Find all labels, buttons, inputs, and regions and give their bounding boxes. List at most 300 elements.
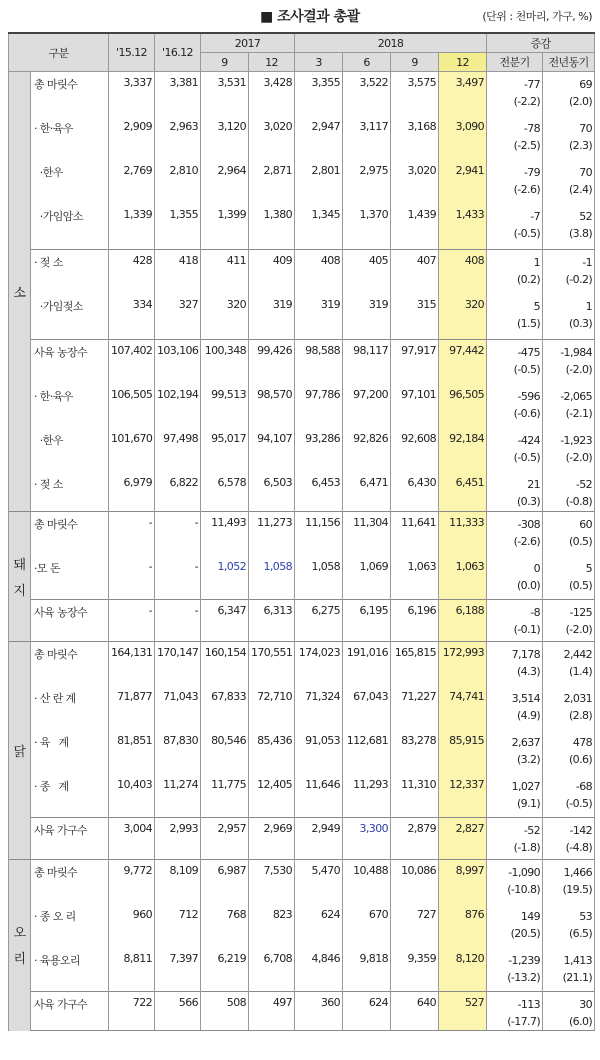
value-cell: 81,851 xyxy=(109,730,155,774)
table-row xyxy=(9,294,595,340)
change-percent: (19.5) xyxy=(562,883,593,896)
title-row xyxy=(0,6,600,28)
value-cell: 960 xyxy=(109,904,155,948)
row-label: 사육 농장수 xyxy=(31,340,109,384)
value-cell: 1,339 xyxy=(109,204,155,250)
value-cell: 566 xyxy=(155,992,201,1031)
value-cell: 83,278 xyxy=(391,730,439,774)
value-cell: 2,879 xyxy=(391,818,439,860)
change-value: -52 xyxy=(575,477,593,491)
value-cell: 670 xyxy=(343,904,391,948)
table-row xyxy=(9,204,595,250)
value-cell: 6,347 xyxy=(201,600,249,642)
value-cell: 11,641 xyxy=(391,512,439,556)
change-prev-year xyxy=(543,250,595,294)
change-percent: (1.4) xyxy=(568,665,593,678)
change-prev-quarter xyxy=(487,116,543,160)
value-cell: 428 xyxy=(109,250,155,294)
value-cell: 80,546 xyxy=(201,730,249,774)
change-value: 149 xyxy=(520,909,541,923)
change-value: -424 xyxy=(517,433,541,447)
value-cell: 319 xyxy=(343,294,391,340)
unit-note: (단위 : 천마리, 가구, %) xyxy=(482,10,592,23)
value-cell: 2,964 xyxy=(201,160,249,204)
change-percent: (4.3) xyxy=(516,665,541,678)
change-value: 3,514 xyxy=(511,691,541,705)
change-percent: (-1.8) xyxy=(513,841,541,854)
table-row xyxy=(9,428,595,472)
change-percent: (-0.8) xyxy=(565,494,593,508)
value-cell: 71,877 xyxy=(109,686,155,730)
change-value: 70 xyxy=(579,121,593,135)
value-cell: 6,979 xyxy=(109,472,155,512)
value-cell: 95,017 xyxy=(201,428,249,472)
value-cell: 6,451 xyxy=(439,472,487,512)
change-percent: (-0.6) xyxy=(513,406,541,420)
value-cell: 94,107 xyxy=(249,428,295,472)
row-label: · 종 계 xyxy=(31,774,109,818)
change-value: -77 xyxy=(523,78,541,91)
header-prev-year: 전년동기 xyxy=(543,53,595,72)
value-cell: 92,608 xyxy=(391,428,439,472)
value-cell: 71,043 xyxy=(155,686,201,730)
change-percent: (1.5) xyxy=(516,316,541,330)
change-prev-quarter xyxy=(487,340,543,384)
value-cell: 1,399 xyxy=(201,204,249,250)
change-percent: (-2.0) xyxy=(565,623,593,636)
value-cell: 172,993 xyxy=(439,642,487,686)
value-cell: 319 xyxy=(249,294,295,340)
value-cell: 640 xyxy=(391,992,439,1031)
change-value: 1,027 xyxy=(511,779,541,793)
row-label: 총 마릿수 xyxy=(31,72,109,116)
change-prev-quarter xyxy=(487,860,543,904)
change-value: -79 xyxy=(523,165,541,179)
value-cell: 6,430 xyxy=(391,472,439,512)
value-cell: 97,442 xyxy=(439,340,487,384)
change-value: 1 xyxy=(533,256,541,269)
value-cell: 101,670 xyxy=(109,428,155,472)
change-prev-quarter xyxy=(487,204,543,250)
change-value: 0 xyxy=(533,561,541,575)
change-value: 70 xyxy=(579,165,593,179)
change-percent: (0.3) xyxy=(516,494,541,508)
change-prev-quarter xyxy=(487,600,543,642)
value-cell: 7,397 xyxy=(155,948,201,992)
value-cell: 2,963 xyxy=(155,116,201,160)
value-cell: 360 xyxy=(295,992,343,1031)
change-value: -1,090 xyxy=(508,866,541,879)
change-prev-year xyxy=(543,384,595,428)
table-row xyxy=(9,730,595,774)
value-cell: 92,184 xyxy=(439,428,487,472)
header-2018-6: 6 xyxy=(343,53,391,72)
table-row xyxy=(9,72,595,116)
value-cell: 11,333 xyxy=(439,512,487,556)
value-cell: 624 xyxy=(343,992,391,1031)
change-percent: (0.6) xyxy=(568,752,593,766)
header-prev-quarter: 전분기 xyxy=(487,53,543,72)
table-row xyxy=(9,642,595,686)
change-prev-quarter xyxy=(487,642,543,686)
value-cell: 727 xyxy=(391,904,439,948)
row-label: ·한우 xyxy=(31,160,109,204)
change-percent: (-2.1) xyxy=(565,406,593,420)
value-cell: 99,426 xyxy=(249,340,295,384)
value-cell: 112,681 xyxy=(343,730,391,774)
change-value: 1 xyxy=(585,299,593,313)
value-cell: 6,987 xyxy=(201,860,249,904)
change-percent: (6.5) xyxy=(568,926,593,940)
change-value: 1,466 xyxy=(563,866,593,879)
change-prev-year xyxy=(543,428,595,472)
table-row xyxy=(9,992,595,1031)
value-cell: 6,196 xyxy=(391,600,439,642)
value-cell: 315 xyxy=(391,294,439,340)
value-cell: - xyxy=(109,600,155,642)
table-row xyxy=(9,860,595,904)
value-cell: 11,310 xyxy=(391,774,439,818)
change-percent: (-2.6) xyxy=(513,182,541,196)
value-cell: 71,227 xyxy=(391,686,439,730)
change-percent: (21.1) xyxy=(562,970,593,984)
change-value: 2,442 xyxy=(563,648,593,661)
value-cell: 405 xyxy=(343,250,391,294)
value-cell: 102,194 xyxy=(155,384,201,428)
change-percent: (-10.8) xyxy=(507,883,541,896)
value-cell: 319 xyxy=(295,294,343,340)
change-prev-quarter xyxy=(487,948,543,992)
row-label: · 젖 소 xyxy=(31,472,109,512)
value-cell: 3,428 xyxy=(249,72,295,116)
value-cell: - xyxy=(155,556,201,600)
change-prev-year xyxy=(543,72,595,116)
header-2018-12: 12 xyxy=(439,53,487,72)
value-cell: 527 xyxy=(439,992,487,1031)
value-cell: 2,969 xyxy=(249,818,295,860)
value-cell: 11,273 xyxy=(249,512,295,556)
change-prev-year xyxy=(543,860,595,904)
change-prev-quarter xyxy=(487,472,543,512)
value-cell: 72,710 xyxy=(249,686,295,730)
change-percent: (0.5) xyxy=(568,578,593,592)
change-prev-year xyxy=(543,992,595,1031)
table-row xyxy=(9,774,595,818)
change-percent: (0.5) xyxy=(568,535,593,548)
change-value: -308 xyxy=(517,518,541,531)
change-percent: (-0.5) xyxy=(513,226,541,240)
change-prev-year xyxy=(543,818,595,860)
header-2017-12: 12 xyxy=(249,53,295,72)
value-cell: 3,381 xyxy=(155,72,201,116)
header-2015: '15.12 xyxy=(109,33,155,72)
change-percent: (2.8) xyxy=(568,708,593,722)
value-cell: 93,286 xyxy=(295,428,343,472)
change-prev-year xyxy=(543,642,595,686)
change-percent: (4.9) xyxy=(516,708,541,722)
row-label: 사육 가구수 xyxy=(31,818,109,860)
value-cell: 99,513 xyxy=(201,384,249,428)
value-cell: 67,833 xyxy=(201,686,249,730)
change-percent: (-2.0) xyxy=(565,450,593,464)
value-cell: 6,578 xyxy=(201,472,249,512)
change-percent: (9.1) xyxy=(516,796,541,810)
change-prev-year xyxy=(543,512,595,556)
value-cell: 3,497 xyxy=(439,72,487,116)
change-percent: (-0.5) xyxy=(513,450,541,464)
change-percent: (3.2) xyxy=(516,752,541,766)
table-row xyxy=(9,116,595,160)
value-cell: 1,433 xyxy=(439,204,487,250)
change-percent: (-2.2) xyxy=(513,95,541,108)
change-percent: (2.3) xyxy=(568,138,593,152)
value-cell: - xyxy=(155,512,201,556)
value-cell: 85,436 xyxy=(249,730,295,774)
value-cell: 2,801 xyxy=(295,160,343,204)
value-cell: 96,505 xyxy=(439,384,487,428)
value-cell: - xyxy=(155,600,201,642)
table-body xyxy=(9,72,595,1031)
change-value: 1,413 xyxy=(563,953,593,967)
change-prev-year xyxy=(543,204,595,250)
value-cell: 2,947 xyxy=(295,116,343,160)
value-cell: 411 xyxy=(201,250,249,294)
change-percent: (-2.5) xyxy=(513,138,541,152)
change-percent: (-2.6) xyxy=(513,535,541,548)
value-cell: 2,975 xyxy=(343,160,391,204)
header-row-1 xyxy=(9,33,595,53)
change-prev-year xyxy=(543,294,595,340)
change-prev-year xyxy=(543,116,595,160)
value-cell: 6,471 xyxy=(343,472,391,512)
table-row xyxy=(9,160,595,204)
change-prev-year xyxy=(543,160,595,204)
change-prev-quarter xyxy=(487,730,543,774)
change-prev-year xyxy=(543,730,595,774)
value-cell: - xyxy=(109,512,155,556)
group-label: 오리 xyxy=(9,860,31,1031)
header-2017: 2017 xyxy=(201,33,295,53)
change-prev-quarter xyxy=(487,72,543,116)
value-cell: 106,505 xyxy=(109,384,155,428)
change-prev-quarter xyxy=(487,250,543,294)
change-value: -113 xyxy=(517,998,541,1011)
change-value: 5 xyxy=(533,299,541,313)
table-row xyxy=(9,600,595,642)
value-cell: 74,741 xyxy=(439,686,487,730)
row-label: ·가임젖소 xyxy=(31,294,109,340)
value-cell: 722 xyxy=(109,992,155,1031)
value-cell: 3,004 xyxy=(109,818,155,860)
value-cell: 2,957 xyxy=(201,818,249,860)
value-cell: 3,168 xyxy=(391,116,439,160)
value-cell: 2,769 xyxy=(109,160,155,204)
value-cell: 10,403 xyxy=(109,774,155,818)
value-cell: 1,345 xyxy=(295,204,343,250)
value-cell: 107,402 xyxy=(109,340,155,384)
value-cell: 2,949 xyxy=(295,818,343,860)
page-title: ■ 조사결과 총괄 xyxy=(260,9,360,25)
row-label: ·모 돈 xyxy=(31,556,109,600)
value-cell: 3,117 xyxy=(343,116,391,160)
value-cell: 1,058 xyxy=(249,556,295,600)
header-2018-9: 9 xyxy=(391,53,439,72)
change-prev-year xyxy=(543,774,595,818)
value-cell: 11,274 xyxy=(155,774,201,818)
value-cell: 91,053 xyxy=(295,730,343,774)
value-cell: 9,359 xyxy=(391,948,439,992)
value-cell: 8,997 xyxy=(439,860,487,904)
value-cell: 2,827 xyxy=(439,818,487,860)
change-percent: (-0.1) xyxy=(513,623,541,636)
value-cell: 85,915 xyxy=(439,730,487,774)
value-cell: 1,439 xyxy=(391,204,439,250)
value-cell: 100,348 xyxy=(201,340,249,384)
row-label: · 산 란 계 xyxy=(31,686,109,730)
value-cell: 3,531 xyxy=(201,72,249,116)
change-prev-quarter xyxy=(487,294,543,340)
value-cell: 6,453 xyxy=(295,472,343,512)
row-label: · 종 오 리 xyxy=(31,904,109,948)
change-percent: (-2.0) xyxy=(565,363,593,376)
value-cell: 4,846 xyxy=(295,948,343,992)
change-value: -1 xyxy=(582,256,593,269)
value-cell: 8,120 xyxy=(439,948,487,992)
value-cell: 624 xyxy=(295,904,343,948)
value-cell: 170,551 xyxy=(249,642,295,686)
value-cell: 3,300 xyxy=(343,818,391,860)
table-row xyxy=(9,556,595,600)
value-cell: 98,588 xyxy=(295,340,343,384)
value-cell: 1,069 xyxy=(343,556,391,600)
value-cell: 876 xyxy=(439,904,487,948)
table-row xyxy=(9,340,595,384)
change-percent: (-4.8) xyxy=(565,841,593,854)
change-value: -52 xyxy=(523,824,541,837)
value-cell: 334 xyxy=(109,294,155,340)
value-cell: 3,355 xyxy=(295,72,343,116)
value-cell: 174,023 xyxy=(295,642,343,686)
value-cell: 408 xyxy=(439,250,487,294)
change-prev-quarter xyxy=(487,384,543,428)
value-cell: 3,120 xyxy=(201,116,249,160)
change-value: 60 xyxy=(579,518,593,531)
value-cell: 1,063 xyxy=(439,556,487,600)
value-cell: 11,775 xyxy=(201,774,249,818)
header-2017-9: 9 xyxy=(201,53,249,72)
value-cell: 1,063 xyxy=(391,556,439,600)
value-cell: 320 xyxy=(201,294,249,340)
value-cell: 1,052 xyxy=(201,556,249,600)
value-cell: 6,313 xyxy=(249,600,295,642)
change-value: -596 xyxy=(517,389,541,403)
value-cell: 6,219 xyxy=(201,948,249,992)
change-prev-year xyxy=(543,904,595,948)
value-cell: 165,815 xyxy=(391,642,439,686)
change-percent: (0.0) xyxy=(516,578,541,592)
row-label: · 육 계 xyxy=(31,730,109,774)
row-label: 총 마릿수 xyxy=(31,512,109,556)
change-value: 7,178 xyxy=(511,648,541,661)
value-cell: 160,154 xyxy=(201,642,249,686)
value-cell: 6,503 xyxy=(249,472,295,512)
value-cell: 9,772 xyxy=(109,860,155,904)
row-label: · 육용오리 xyxy=(31,948,109,992)
value-cell: 97,498 xyxy=(155,428,201,472)
value-cell: 1,370 xyxy=(343,204,391,250)
value-cell: 98,117 xyxy=(343,340,391,384)
change-prev-quarter xyxy=(487,512,543,556)
value-cell: 7,530 xyxy=(249,860,295,904)
value-cell: 320 xyxy=(439,294,487,340)
change-prev-quarter xyxy=(487,686,543,730)
group-label: 소 xyxy=(9,72,31,512)
value-cell: 170,147 xyxy=(155,642,201,686)
header-2018: 2018 xyxy=(295,33,487,53)
value-cell: 2,993 xyxy=(155,818,201,860)
value-cell: 97,101 xyxy=(391,384,439,428)
value-cell: 10,488 xyxy=(343,860,391,904)
value-cell: 5,470 xyxy=(295,860,343,904)
change-value: 69 xyxy=(579,78,593,91)
value-cell: 10,086 xyxy=(391,860,439,904)
change-prev-quarter xyxy=(487,774,543,818)
header-category: 구분 xyxy=(9,33,109,72)
value-cell: 2,909 xyxy=(109,116,155,160)
group-label: 닭 xyxy=(9,642,31,860)
change-value: 30 xyxy=(579,998,593,1011)
row-label: 사육 가구수 xyxy=(31,992,109,1031)
value-cell: 97,200 xyxy=(343,384,391,428)
change-value: 478 xyxy=(572,735,593,749)
value-cell: 11,646 xyxy=(295,774,343,818)
value-cell: 2,810 xyxy=(155,160,201,204)
change-prev-year xyxy=(543,600,595,642)
change-value: -7 xyxy=(530,209,541,223)
value-cell: 6,822 xyxy=(155,472,201,512)
change-percent: (20.5) xyxy=(510,926,541,940)
value-cell: 97,917 xyxy=(391,340,439,384)
change-value: 5 xyxy=(585,561,593,575)
row-label: ·한우 xyxy=(31,428,109,472)
value-cell: 3,575 xyxy=(391,72,439,116)
value-cell: 3,522 xyxy=(343,72,391,116)
value-cell: 11,293 xyxy=(343,774,391,818)
change-prev-quarter xyxy=(487,428,543,472)
value-cell: 508 xyxy=(201,992,249,1031)
change-prev-quarter xyxy=(487,992,543,1031)
change-prev-year xyxy=(543,340,595,384)
change-value: -475 xyxy=(517,346,541,359)
value-cell: 11,304 xyxy=(343,512,391,556)
value-cell: 2,941 xyxy=(439,160,487,204)
row-label: 사육 농장수 xyxy=(31,600,109,642)
change-value: -125 xyxy=(569,606,593,619)
change-value: 2,637 xyxy=(511,735,541,749)
value-cell: 1,380 xyxy=(249,204,295,250)
change-percent: (-0.2) xyxy=(565,273,593,286)
value-cell: 6,708 xyxy=(249,948,295,992)
value-cell: 11,493 xyxy=(201,512,249,556)
value-cell: 3,090 xyxy=(439,116,487,160)
value-cell: 408 xyxy=(295,250,343,294)
row-label: · 젖 소 xyxy=(31,250,109,294)
change-prev-year xyxy=(543,948,595,992)
value-cell: 92,826 xyxy=(343,428,391,472)
value-cell: 6,188 xyxy=(439,600,487,642)
change-percent: (-0.5) xyxy=(565,796,593,810)
change-percent: (3.8) xyxy=(568,226,593,240)
